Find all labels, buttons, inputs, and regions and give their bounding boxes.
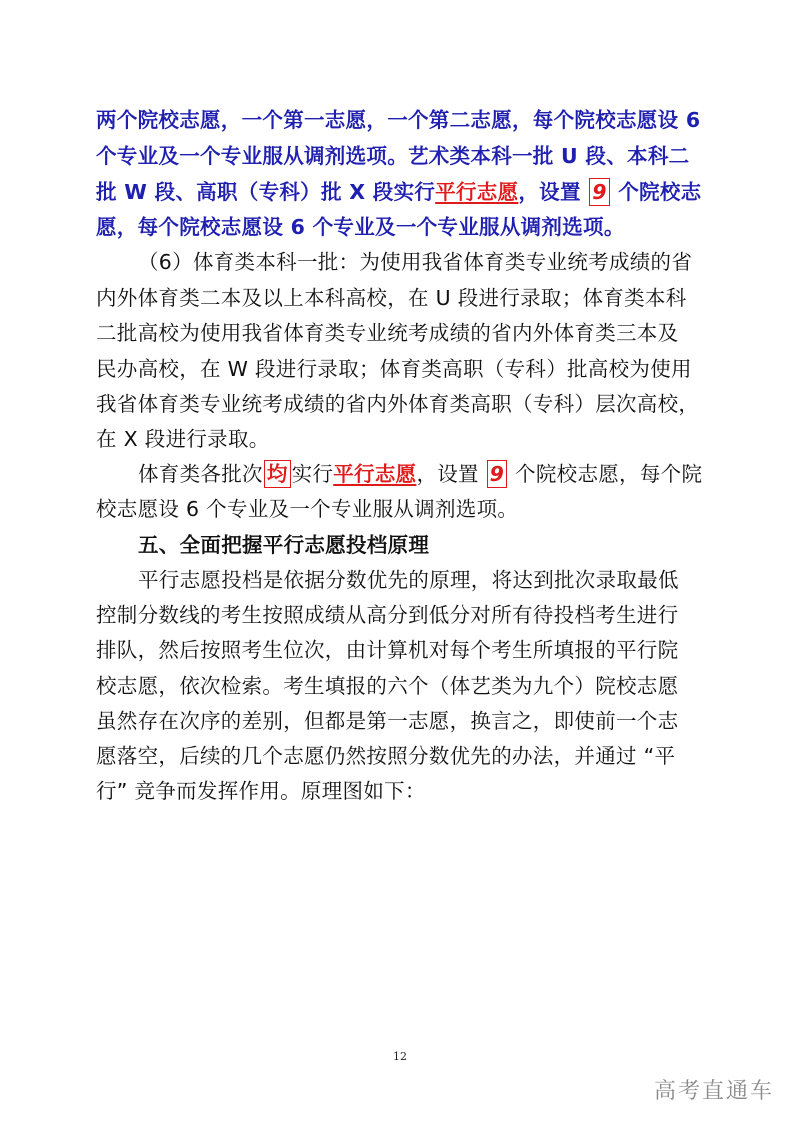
parallel-volunteer-highlight: 平行志愿	[435, 180, 519, 204]
principle-line-4: 校志愿，依次检索。考生填报的六个（体艺类为九个）院校志愿	[96, 674, 679, 698]
art-line-1: 两个院校志愿，一个第一志愿，一个第二志愿，每个院校志愿设 6	[96, 108, 701, 132]
count-box-9: 9	[589, 178, 610, 206]
watermark: 高考直通车	[653, 1079, 774, 1104]
sports-parallel-mid: 实行	[291, 462, 334, 486]
all-batches-box: 均	[264, 460, 291, 488]
section-heading: 五、全面把握平行志愿投档原理	[138, 533, 430, 557]
art-line-4: 愿，每个院校志愿设 6 个专业及一个专业服从调剂选项。	[96, 215, 625, 239]
art-line-3-post: 个院校志	[610, 180, 702, 204]
sports-line-2: 内外体育类二本及以上本科高校，在 U 段进行录取；体育类本科	[96, 286, 687, 310]
principle-line-5: 虽然存在次序的差别，但都是第一志愿，换言之，即使前一个志	[96, 709, 679, 733]
page-number: 12	[393, 1050, 407, 1063]
sports-line-6: 在 X 段进行录取。	[96, 427, 270, 451]
sports-parallel-pre: 体育类各批次	[138, 462, 263, 486]
sports-parallel-line-2: 校志愿设 6 个专业及一个专业服从调剂选项。	[96, 497, 519, 521]
sports-parallel-line-1	[138, 458, 716, 490]
principle-line-3: 排队，然后按照考生位次，由计算机对每个考生所填报的平行院	[96, 638, 679, 662]
art-line-3-pre: 批 W 段、高职（专科）批 X 段实行	[96, 180, 436, 204]
sports-line-4: 民办高校，在 W 段进行录取；体育类高职（专科）批高校为使用	[96, 357, 692, 381]
parallel-volunteer-highlight-2: 平行志愿	[333, 462, 417, 486]
sports-line-3: 二批高校为使用我省体育类专业统考成绩的省内外体育类三本及	[96, 321, 679, 345]
principle-line-2: 控制分数线的考生按照成绩从高分到低分对所有待投档考生进行	[96, 603, 679, 627]
art-line-3-mid: ，设置	[518, 180, 589, 204]
sports-line-5: 我省体育类专业统考成绩的省内外体育类高职（专科）层次高校，	[96, 392, 700, 416]
art-line-2: 个专业及一个专业服从调剂选项。艺术类本科一批 U 段、本科二	[96, 144, 690, 168]
principle-line-6: 愿落空，后续的几个志愿仍然按照分数优先的办法，并通过 “平	[96, 744, 676, 768]
sports-parallel-mid-2: ，设置	[416, 462, 486, 486]
sports-line-1: （6）体育类本科一批：为使用我省体育类专业统考成绩的省	[138, 250, 693, 274]
principle-line-7: 行” 竞争而发挥作用。原理图如下：	[96, 779, 426, 803]
sports-parallel-post: 个院校志愿，每个院	[508, 462, 703, 486]
principle-line-1: 平行志愿投档是依据分数优先的原理，将达到批次录取最低	[138, 568, 679, 592]
art-line-3	[96, 176, 716, 208]
count-box-9-sports: 9	[487, 460, 508, 488]
